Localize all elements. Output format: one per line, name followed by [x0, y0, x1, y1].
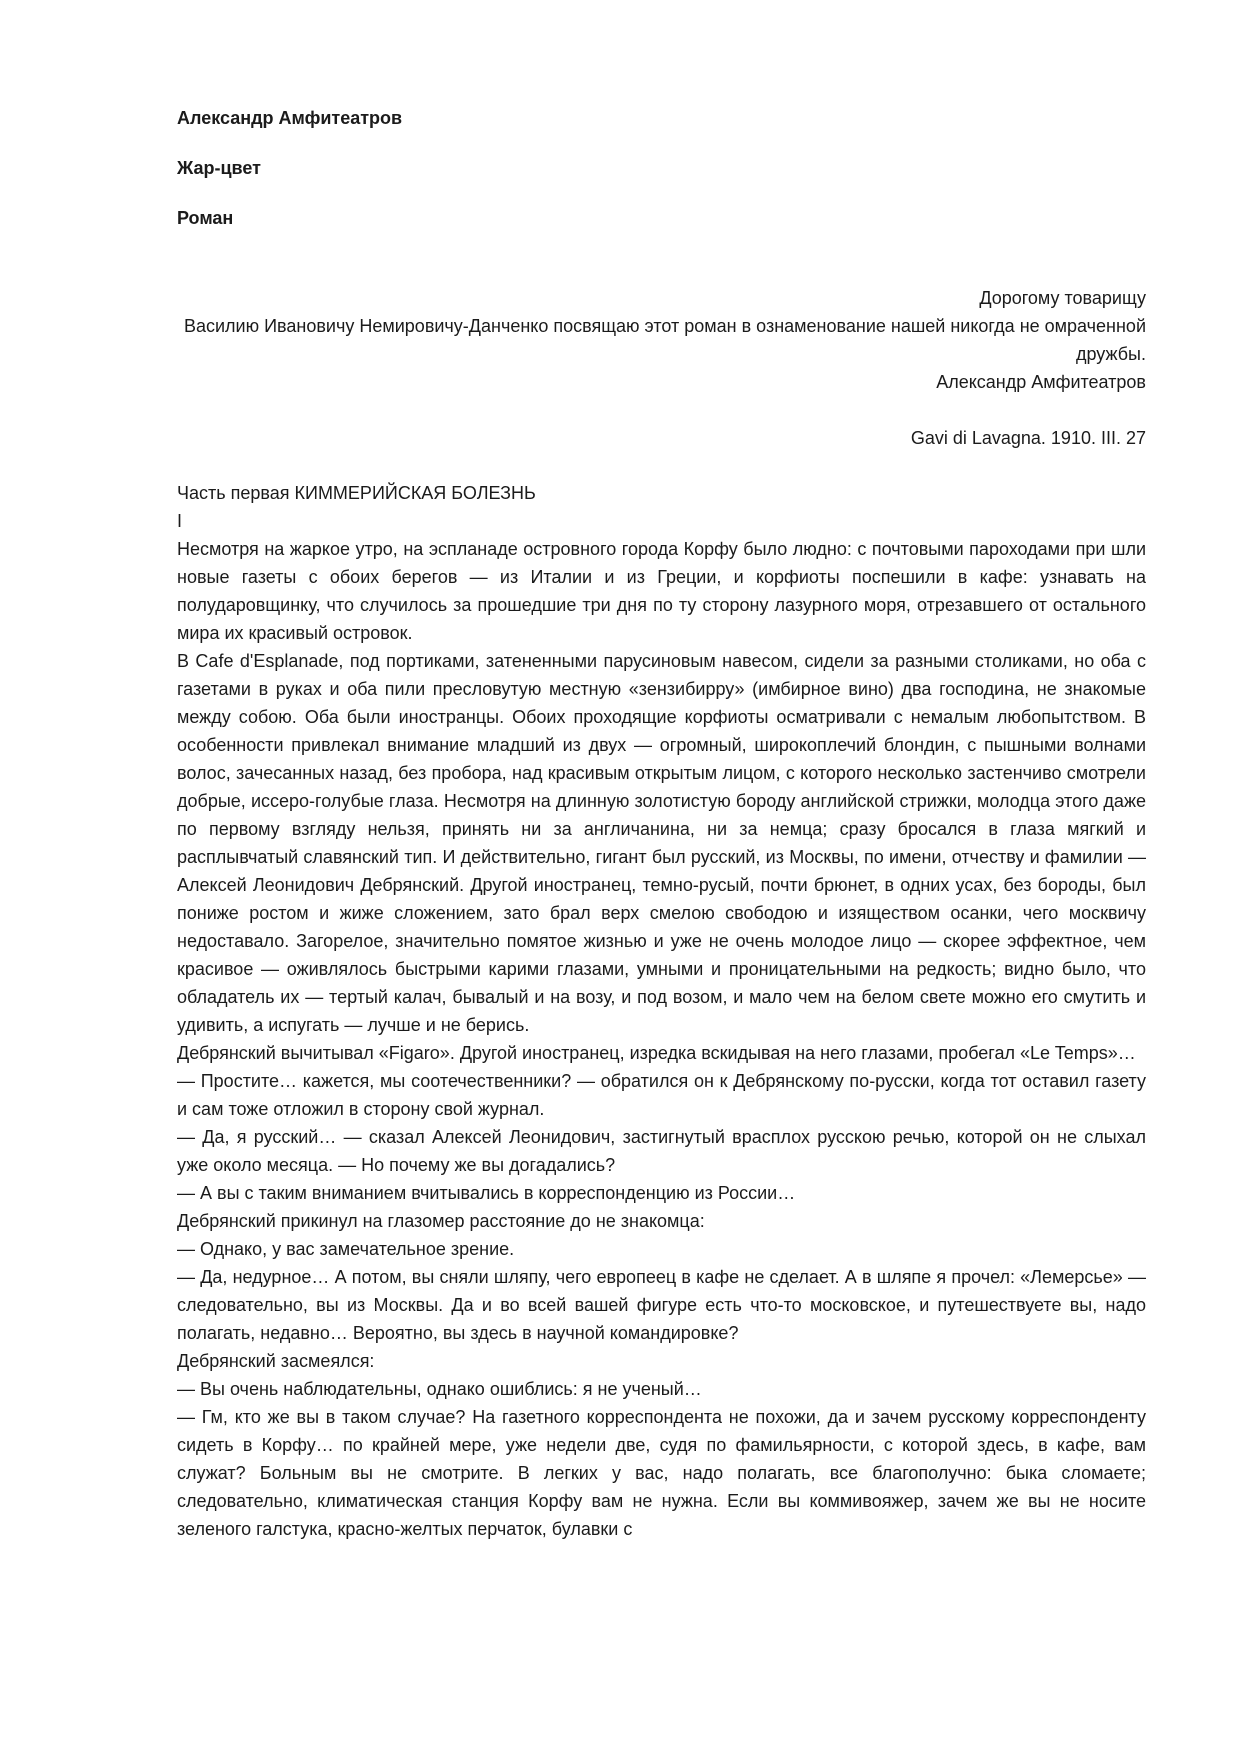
dedication-signature: Александр Амфитеатров [936, 372, 1146, 392]
chapter-number: I [177, 511, 183, 531]
paragraph: — Однако, у вас замечательное зрение. [177, 1239, 515, 1259]
dedication-text: Василию Ивановичу Немировичу-Данченко посвящаю этот роман в ознаменование нашей никогда не омраченной дружбы. [183, 316, 1146, 364]
paragraph: — Да, недурное… А потом, вы сняли шляпу, чего европеец в кафе не сделает. А в шляпе я прочел: «Лемерсье» — следовательно, вы из Москвы. Да и во всей вашей фигуре есть что-то московское, и путешествуете вы, надо полагать, недавно… Вероятно, вы здесь в научной командировке? [177, 1267, 1146, 1343]
paragraph: — Гм, кто же вы в таком случае? На газетного корреспондента не похожи, да и зачем русскому корреспонденту сидеть в Корфу… по крайней мере, уже недели две, судя по фамильярности, с которой здесь, в кафе, вам служат? Больным вы не смотрите. В легких у вас, надо полагать, все благополучно: быка сломаете; следовательно, климатическая станция Корфу вам не нужна. Если вы коммивояжер, зачем же вы не носите зеленого галстука, красно-желтых перчаток, булавки с [177, 1407, 1146, 1539]
paragraph: Дебрянский засмеялся: [177, 1351, 375, 1371]
place-date: Gavi di Lavagna. 1910. III. 27 [910, 428, 1146, 448]
paragraph: — Вы очень наблюдательны, однако ошиблись: я не ученый… [177, 1379, 702, 1399]
main-text [177, 479, 1146, 1543]
paragraph: — А вы с таким вниманием вчитывались в корреспонденцию из России… [177, 1183, 796, 1203]
genre-label: Роман [177, 208, 234, 228]
paragraph: В Cafe d'Esplanade, под портиками, затененными парусиновым навесом, сидели за разными столиками, но оба с газетами в руках и оба пили пресловутую местную «зензибирру» (имбирное вино) два господина, не знакомые между собою. Оба были иностранцы. Обоих проходящие корфиоты осматривали с немалым любопытством. В особенности привлекал внимание младший из двух — огромный, широкоплечий блондин, с пышными волнами волос, зачесанных назад, без пробора, над красивым открытым лицом, с которого несколько застенчиво смотрели добрые, иссеро-голубые глаза. Несмотря на длинную золотистую бороду английской стрижки, молодца этого даже по первому взгляду нельзя, принять ни за англичанина, ни за немца; сразу бросался в глаза мягкий и расплывчатый славянский тип. И действительно, гигант был русский, из Москвы, по имени, отчеству и фамилии — Алексей Леонидович Дебрянский. Другой иностранец, темно-русый, почти брюнет, в одних усах, без бороды, был пониже ростом и жиже сложением, зато брал верх смелою свободою и изяществом осанки, чего москвичу недоставало. Загорелое, значительно помятое жизнью и уже не очень молодое лицо — скорее эффектное, чем красивое — оживлялось быстрыми карими глазами, умными и проницательными на редкость; видно было, что обладатель их — тертый калач, бывалый и на возу, и под возом, и мало чем на белом свете можно его смутить и удивить, а испугать — лучше и не берись. [177, 651, 1146, 1035]
book-title: Жар-цвет [177, 158, 261, 178]
paragraph: — Да, я русский… — сказал Алексей Леонидович, застигнутый врасплох русскою речью, которой он не слыхал уже около месяца. — Но почему же вы догадались? [177, 1127, 1146, 1175]
paragraph: Дебрянский прикинул на глазомер расстояние до не знакомца: [177, 1211, 705, 1231]
paragraph: — Простите… кажется, мы соотечественники? — обратился он к Дебрянскому по-русски, когда тот оставил газету и сам тоже отложил в сторону свой журнал. [177, 1071, 1146, 1119]
paragraph: Дебрянский вычитывал «Figaro». Другой иностранец, изредка вскидывая на него глазами, пробегал «Le Temps»… [177, 1043, 1136, 1063]
dedication-line: Дорогому товарищу [979, 288, 1146, 308]
paragraph: Несмотря на жаркое утро, на эспланаде островного города Корфу было людно: с почтовыми пароходами при шли новые газеты с обоих берегов — из Италии и из Греции, и корфиоты поспешили в кафе: узнавать на полударовщинку, что случилось за прошедшие три дня по ту сторону лазурного моря, отрезавшего от остального мира их красивый островок. [177, 539, 1146, 643]
part-title: Часть первая КИММЕРИЙСКАЯ БОЛЕЗНЬ [177, 483, 536, 503]
author-heading: Александр Амфитеатров [177, 108, 403, 128]
document-page [177, 0, 1146, 1754]
dedication-block [177, 284, 1146, 396]
